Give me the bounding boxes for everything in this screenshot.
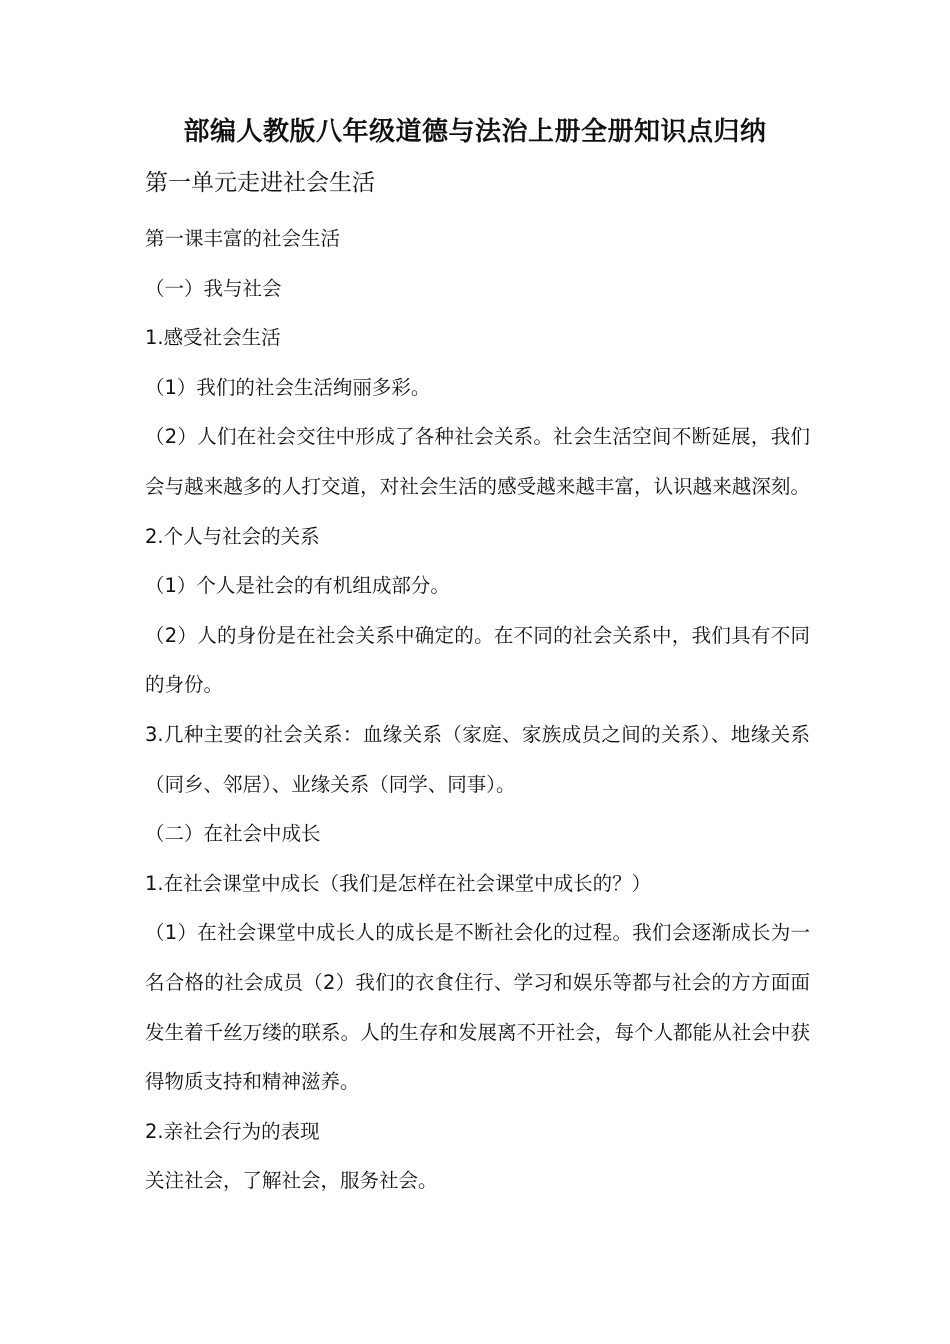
paragraph: （1）我们的社会生活绚丽多彩。 — [145, 375, 431, 399]
lesson-heading: 第一课丰富的社会生活 — [145, 227, 341, 250]
paragraph: 关注社会，了解社会，服务社会。 — [145, 1169, 438, 1193]
paragraph: （1）在社会课堂中成长人的成长是不断社会化的过程。我们会逐渐成长为一名合格的社会成员（2）我们的衣食住行、学习和娱乐等都与社会的方方面面发生着千丝万缕的联系。人的生存和发展离不开社会，每个人都能从社会中获得物质支持和精神滋养。 — [145, 921, 810, 1094]
unit-heading: 第一单元走进社会生活 — [145, 170, 375, 196]
point-heading: 1.在社会课堂中成长（我们是怎样在社会课堂中成长的？） — [145, 871, 652, 895]
paragraph: （2）人们在社会交往中形成了各种社会关系。社会生活空间不断延展，我们会与越来越多的人打交道，对社会生活的感受越来越丰富，认识越来越深刻。2.个人与社会的关系 — [145, 425, 810, 548]
point-heading: 1.感受社会生活 — [145, 326, 281, 350]
section-heading: （二）在社会中成长 — [145, 822, 321, 846]
document-title: 部编人教版八年级道德与法治上册全册知识点归纳 — [183, 117, 767, 147]
point-heading: 2.亲社会行为的表现 — [145, 1119, 320, 1143]
document-body — [145, 214, 810, 1206]
paragraph: 3.几种主要的社会关系：血缘关系（家庭、家族成员之间的关系）、地缘关系（同乡、邻居）、业缘关系（同学、同事）。 — [145, 722, 810, 796]
section-heading: （一）我与社会 — [145, 276, 282, 300]
paragraph: （2）人的身份是在社会关系中确定的。在不同的社会关系中，我们具有不同的身份。 — [145, 623, 810, 697]
paragraph: （1）个人是社会的有机组成部分。 — [145, 574, 450, 598]
